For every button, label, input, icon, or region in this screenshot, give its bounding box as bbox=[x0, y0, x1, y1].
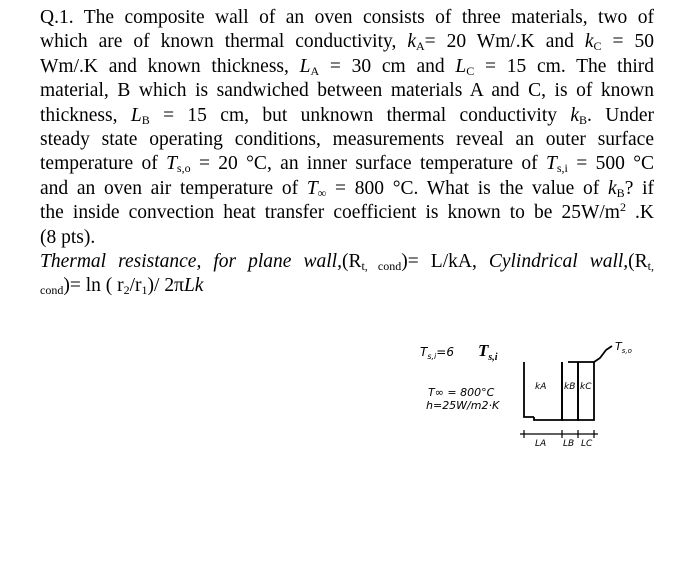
question-line-9: the inside convection heat transfer coefficient is known to be $25W/m^2$ .K bbox=[40, 200, 654, 224]
question-line-3: Wm/.K and known thickness, $L_A = 30$ cm and $L_C = 15$ cm. The third bbox=[40, 55, 654, 78]
question-line-6: steady state operating conditions, measurements reveal an outer surface bbox=[40, 129, 654, 151]
la-label: LA bbox=[535, 439, 547, 449]
tso-label: $T_{s,o}$ bbox=[615, 340, 632, 355]
question-number: Q.1. bbox=[40, 7, 74, 28]
tinf-label: T∞ = 800°C bbox=[428, 386, 495, 399]
h-label: h=25W/m2·K bbox=[426, 399, 500, 412]
wall-a-inner-edge bbox=[524, 362, 534, 417]
question-line-1: Q.1. The composite wall of an oven consists of three materials, two of bbox=[40, 7, 654, 28]
ka-label: kA bbox=[535, 382, 547, 392]
lb-label: LB bbox=[563, 439, 575, 449]
tso-leader-line bbox=[594, 346, 612, 362]
formula-line-1: Thermal resistance, for plane $wall,(R_{t, cond})= L/kA$, Cylindrical $wall,(R_{t,}$ bbox=[40, 251, 655, 274]
thickness-dimension-line bbox=[520, 430, 598, 438]
question-line-7: temperature of $T_{s,o} = 20$ °C, an inner surface temperature of $T_{s,i} = 500$ °C bbox=[40, 153, 655, 176]
question-text bbox=[40, 6, 654, 299]
kc-label: kC bbox=[580, 382, 592, 392]
question-line-4: material, B which is sandwiched between materials A and C, is of known bbox=[40, 80, 654, 102]
question-line-8: and an oven air temperature of $T_\infty = 800$ °C. What is the value of $k_B$? if bbox=[40, 177, 654, 200]
lc-label: LC bbox=[581, 439, 593, 449]
composite-wall-sketch bbox=[420, 332, 660, 462]
tsi-handwritten-label: $T_{s,i}=6$ bbox=[420, 345, 454, 361]
question-line-5: thickness, $L_B = 15$ cm, but unknown thermal conductivity $k_B$. Under bbox=[40, 104, 655, 127]
formula-line-2: $_{cond}$)= ln ( $r_2/r_1)/$ 2πLk bbox=[40, 275, 204, 298]
question-points: (8 pts). bbox=[40, 226, 96, 248]
tsi-printed-label: $T_{s,i}$ bbox=[478, 341, 498, 363]
kb-label: kB bbox=[564, 382, 576, 392]
question-line-2: which are of known thermal conductivity, $k_A= 20$ Wm/.K and $k_C = 50$ bbox=[40, 31, 654, 54]
